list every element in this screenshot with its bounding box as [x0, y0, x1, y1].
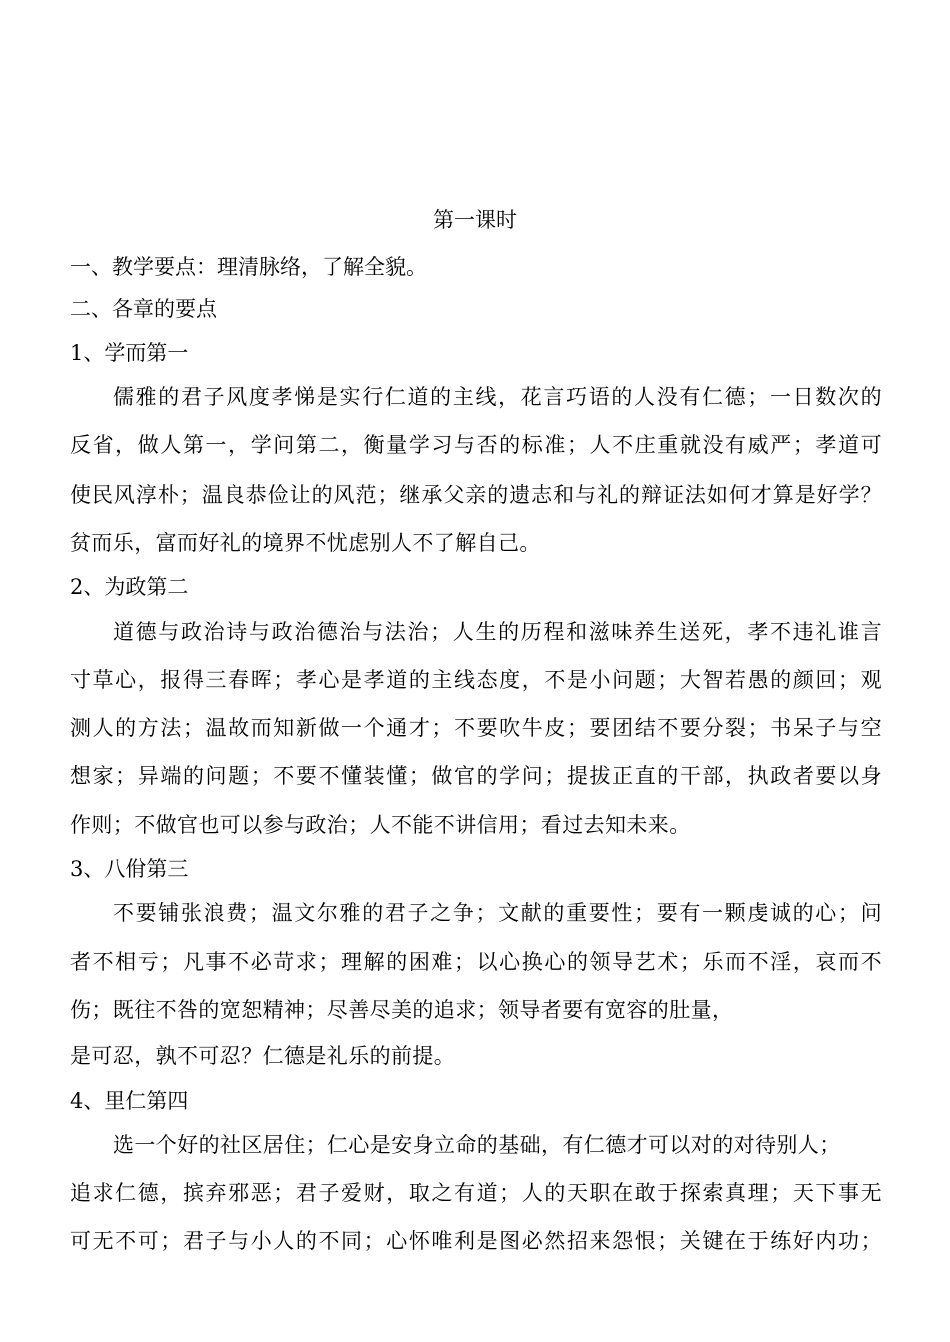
paragraph-line: 可无不可；君子与小人的不同；心怀唯利是图必然招来怨恨；关键在于练好内功；	[70, 1229, 882, 1253]
paragraph-line: 不要铺张浪费；温文尔雅的君子之争；文献的重要性；要有一颗虔诚的心；问	[113, 901, 882, 925]
chapters-heading: 二、各章的要点	[70, 297, 217, 321]
section-heading: 4、里仁第四	[70, 1089, 189, 1113]
paragraph-line: 想家；异端的问题；不要不懂装懂；做官的学问；提拔正直的干部，执政者要以身	[70, 764, 882, 788]
paragraph-line: 贫而乐，富而好礼的境界不忧虑别人不了解自己。	[70, 531, 541, 555]
paragraph-line: 道德与政治诗与政治德治与法治；人生的历程和滋味养生送死，孝不违礼谁言	[113, 620, 882, 644]
paragraph-line: 伤；既往不咎的宽恕精神；尽善尽美的追求；领导者要有宽容的肚量，	[70, 998, 734, 1022]
section-heading: 3、八佾第三	[70, 857, 189, 881]
paragraph-line: 反省，做人第一，学问第二，衡量学习与否的标准；人不庄重就没有威严；孝道可	[70, 433, 882, 457]
paragraph-line: 是可忍，孰不可忍？仁德是礼乐的前提。	[70, 1044, 456, 1068]
section-heading: 2、为政第二	[70, 575, 189, 599]
paragraph-line: 使民风淳朴；温良恭俭让的风范；继承父亲的遗志和与礼的辩证法如何才算是好学？	[70, 483, 882, 507]
paragraph-line: 追求仁德，摈弃邪恶；君子爱财，取之有道；人的天职在敢于探索真理；天下事无	[70, 1181, 882, 1205]
paragraph-line: 者不相亏；凡事不必苛求；理解的困难；以心换心的领导艺术；乐而不淫，哀而不	[70, 950, 882, 974]
paragraph-line: 儒雅的君子风度孝悌是实行仁道的主线，花言巧语的人没有仁德；一日数次的	[113, 385, 882, 409]
paragraph-line: 作则；不做官也可以参与政治；人不能不讲信用；看过去知未来。	[70, 813, 691, 837]
page-title: 第一课时	[433, 208, 517, 232]
section-heading: 1、学而第一	[70, 341, 189, 365]
paragraph-line: 选一个好的社区居住；仁心是安身立命的基础，有仁德才可以对的对待别人；	[113, 1133, 841, 1157]
paragraph-line: 寸草心，报得三春晖；孝心是孝道的主线态度，不是小问题；大智若愚的颜回；观	[70, 668, 882, 692]
teaching-point: 一、教学要点：理清脉络，了解全貌。	[70, 255, 427, 279]
paragraph-line: 测人的方法；温故而知新做一个通才；不要吹牛皮；要团结不要分裂；书呆子与空	[70, 716, 882, 740]
